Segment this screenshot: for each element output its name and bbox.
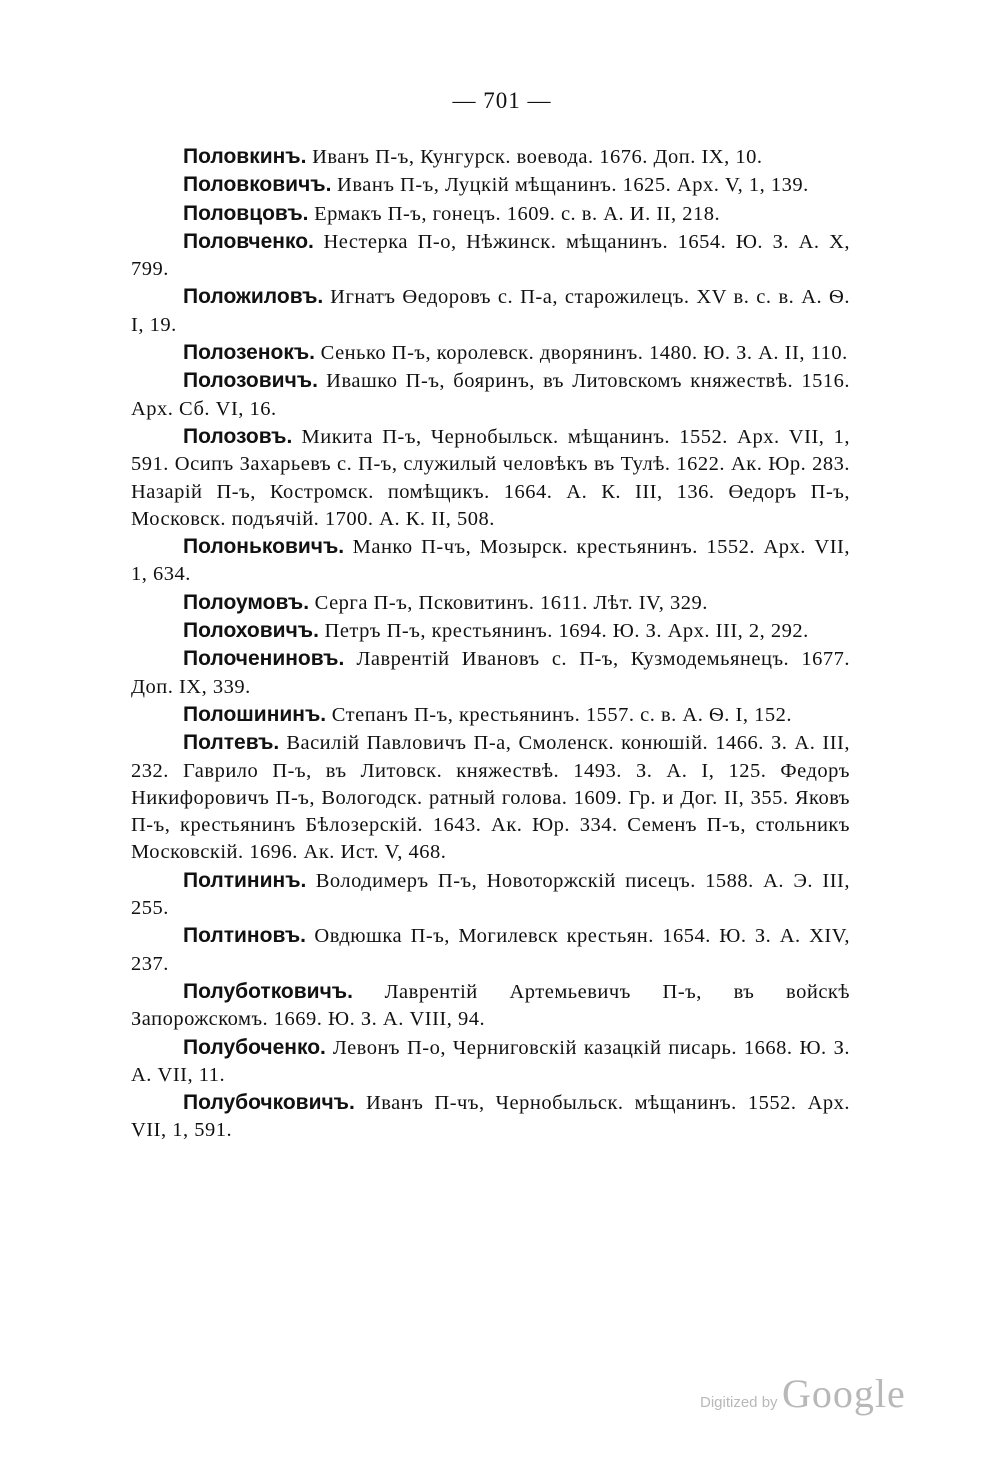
entry-text: Володимеръ П-ъ, Новоторжскій писецъ. 1588. А. Э. III, 255. xyxy=(131,869,851,920)
entry-surname: Полочениновъ. xyxy=(183,647,345,671)
entry-surname: Полубочковичъ. xyxy=(183,1091,355,1115)
entry-text: Иванъ П-ъ, Кунгурск. воевода. 1676. Доп. IX, 10. xyxy=(312,146,763,168)
entry xyxy=(131,339,850,367)
entry-surname: Полозовъ. xyxy=(183,424,293,448)
entry-text: Микита П-ъ, Чернобыльск. мѣщанинъ. 1552. Арх. VII, 1, 591. Осипъ Захарьевъ с. П-ъ, служилый человѣкъ въ Тулѣ. 1622. Ак. Юр. 283. Назарій П-ъ, Костромск. помѣщикъ. 1664. А. К. III, 136. Өедоръ П-ъ, Московск. подъячій. 1700. А. К. II, 508. xyxy=(131,425,851,530)
entry-text: Ивашко П-ъ, бояринъ, въ Литовскомъ княжествѣ. 1516. Арх. Сб. VI, 16. xyxy=(131,370,850,420)
entry xyxy=(131,645,850,701)
entry xyxy=(131,200,850,228)
entry-surname: Полуботковичъ. xyxy=(183,979,353,1003)
entry-text: Степанъ П-ъ, крестьянинъ. 1557. с. в. А. Ѳ. I, 152. xyxy=(331,703,792,726)
entry xyxy=(131,867,850,923)
entry-surname: Половченко. xyxy=(183,229,314,253)
entry xyxy=(131,533,850,589)
entry-surname: Половцовъ. xyxy=(183,201,309,225)
entry-surname: Полошининъ. xyxy=(183,702,327,726)
entry-text: Левонъ П-о, Черниговскій казацкій писарь. 1668. Ю. З. А. VII, 11. xyxy=(131,1036,850,1086)
entry-text: Иванъ П-ъ, Луцкій мѣщанинъ. 1625. Арх. V, 1, 139. xyxy=(337,174,809,197)
entry-text: Сенько П-ъ, королевск. дворянинъ. 1480. Ю. З. А. II, 110. xyxy=(320,342,848,365)
entry-surname: Полозенокъ. xyxy=(183,341,316,365)
entry-surname: Полозовичъ. xyxy=(183,369,318,393)
entry-text: Иванъ П-чъ, Чернобыльск. мѣщанинъ. 1552. Арх. VII, 1, 591. xyxy=(131,1092,851,1142)
entry-text: Игнатъ Өедоровъ с. П-а, старожилецъ. XV в. с. в. А. Ѳ. I, 19. xyxy=(131,286,850,336)
entry-text: Петръ П-ъ, крестьянинъ. 1694. Ю. З. Арх. III, 2, 292. xyxy=(324,620,809,643)
entry xyxy=(131,617,850,645)
entry-surname: Половковичъ. xyxy=(183,173,332,197)
entry xyxy=(131,978,850,1034)
entry xyxy=(131,228,850,284)
entry-text: Лаврентій Ивановъ с. П-ъ, Кузмодемьянецъ. 1677. Доп. IX, 339. xyxy=(131,648,850,698)
entry xyxy=(131,589,850,617)
dictionary-entries xyxy=(131,143,850,1145)
entry xyxy=(131,283,850,339)
entry xyxy=(131,922,850,978)
entry-surname: Полтевъ. xyxy=(183,731,280,755)
entry-surname: Полоумовъ. xyxy=(183,590,310,614)
entry-surname: Полоховичъ. xyxy=(183,619,319,643)
entry-text: Ермакъ П-ъ, гонецъ. 1609. с. в. А. И. II, 218. xyxy=(314,202,721,225)
entry xyxy=(131,171,850,199)
entry-text: Серга П-ъ, Псковитинъ. 1611. Лѣт. IV, 329. xyxy=(314,591,708,614)
entry-text: Василій Павловичъ П-а, Смоленск. конюшій. 1466. З. А. III, 232. Гаврило П-ъ, въ Литовск. княжествѣ. 1493. З. А. I, 125. Федоръ Никифоровичъ П-ъ, Вологодск. ратный голова. 1609. Гр. и Дог. II, 355. Яковъ П-ъ, крестьянинъ Бѣлозерскій. 1643. Ак. Юр. 334. Семенъ П-ъ, стольникъ Московскій. 1696. Ак. Ист. V, 468. xyxy=(131,732,851,864)
entry-text: Лаврентій Артемьевичъ П-ъ, въ войскѣ Запорожскомъ. 1669. Ю. З. А. VIII, 94. xyxy=(131,980,851,1031)
entry xyxy=(131,1034,850,1090)
entry xyxy=(131,1089,850,1145)
entry-surname: Полтининъ. xyxy=(183,868,307,892)
entry-surname: Положиловъ. xyxy=(183,285,324,309)
google-logo: Google xyxy=(782,1371,906,1416)
entry xyxy=(131,701,850,729)
entry-surname: Половкинъ. xyxy=(183,145,307,168)
watermark-prefix: Digitized by xyxy=(700,1394,778,1411)
entry xyxy=(131,423,850,533)
entry-text: Манко П-чъ, Мозырск. крестьянинъ. 1552. Арх. VII, 1, 634. xyxy=(131,536,850,586)
page-number: — 701 — xyxy=(452,88,552,113)
entry xyxy=(131,143,850,171)
entry-text: Нестерка П-о, Нѣжинск. мѣщанинъ. 1654. Ю. З. А. X, 799. xyxy=(131,230,851,281)
digitized-by-google-watermark xyxy=(700,1370,906,1417)
entry xyxy=(131,729,850,866)
entry-surname: Полтиновъ. xyxy=(183,924,306,948)
entry-text: Овдюшка П-ъ, Могилевск крестьян. 1654. Ю. З. А. XIV, 237. xyxy=(131,925,850,975)
entry xyxy=(131,367,850,423)
entry-surname: Полоньковичъ. xyxy=(183,535,345,559)
entry-surname: Полубоченко. xyxy=(183,1035,326,1059)
